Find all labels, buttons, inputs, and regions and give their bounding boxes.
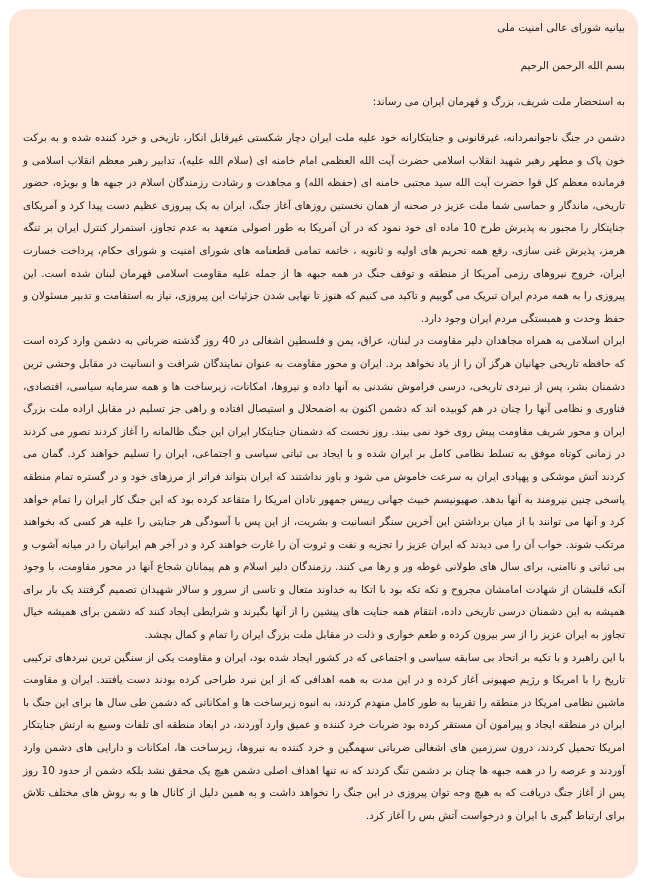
- statement-paragraph-1: دشمن در جنگ ناجوانمردانه، غیرقانونی و جنایتکارانه خود علیه ملت ایران دچار شکستی غیرقابل انکار، تاریخی و خرد کننده شده و به برکت خون پاک و مطهر رهبر شهید انقلاب اسلامی حضرت آیت الله العظمی امام خامنه ای (سلام الله علیه)، تدابیر رهبر معظم انقلاب اسلامی و فرمانده معظم کل قوا حضرت آیت الله سید مجتبی خامنه ای (حفظه الله) و مجاهدت و رشادت رزمندگان اسلام در جبهه ها و بویژه، حضور تاریخی، ماندگار و حماسی شما ملت عزیز در صحنه از همان نخستین روزهای آغاز جنگ، ایران به یک پیروزی عظیم دست پیدا کرد و آمریکای جنایتکار را مجبور به پذیرش طرح 10 ماده ای خود نمود که در آن آمریکا به طور اصولی متعهد به عدم تجاوز، استمرار کنترل ایران بر تنگه هرمز، پذیرش غنی سازی، رفع همه تحریم های اولیه و ثانویه ، خاتمه تمامی قطعنامه های شورای امنیت و شورای حکام، پرداخت خسارت ایران، خروج نیروهای رزمی آمریکا از منطقه و توقف جنگ در همه جبهه ها از جمله علیه مقاومت اسلامی قهرمان لبنان شده است. این پیروزی را به همه مردم ایران تبریک می گوییم و تاکید می کنیم که هنوز تا نهایی شدن جزئیات این پیروزی، نیاز به استقامت و تدبیر مسئولان و حفظ وحدت و همبستگی مردم ایران وجود دارد.: [23, 132, 625, 325]
- statement-paragraph-3: با این راهبرد و با تکیه بر اتحاد بی سابقه سیاسی و اجتماعی که در کشور ایجاد شده بود، ایران و مقاومت یکی از سنگین ترین نبردهای ترکیبی تاریخ را با امریکا و رژیم صهیونی آغاز کرده و در این مدت به همه اهدافی که از این نبرد طراحی کرده بودند دست یافتند. ایران و مقاومت ماشین نظامی امریکا در منطقه را تقریبا به طور کامل منهدم کردند، به انبوه زیرساخت ها و امکاناتی که دشمن طی سال ها برای این جنگ با ایران در منطقه ایجاد و پیرامون آن مستقر کرده بود ضربات خرد کننده و عمیق وارد آوردند، در ابعاد منطقه ای تلفات وسیع به ارتش جنایتکار امریکا تحمیل کردند، درون سرزمین های اشغالی ضرباتی سهمگین و خرد کننده به نیروها، زیرساخت ها، امکانات و دارایی های دشمن وارد آوردند و عرصه را در همه جبهه ها چنان بر دشمن تنگ کردند که نه تنها اهداف اصلی دشمن هیچ یک محقق نشد بلکه دشمن از حدود 10 روز پس از آغاز جنگ دریافت که به هیچ وجه توان پیروزی در این جنگ را نخواهد داشت و به همین دلیل از کانال ها و به روش های مختلف تلاش برای ارتباط گیری با ایران و درخواست آتش بس را آغاز کرد.: [23, 651, 625, 822]
- statement-title: بیانیه شورای عالی امنیت ملی: [497, 22, 625, 34]
- salutation-line: به استحضار ملت شریف، بزرگ و قهرمان ایران می رساند:: [372, 96, 625, 108]
- bismillah-line: بسم الله الرحمن الرحیم: [520, 60, 625, 72]
- statement-paragraph-2: ایران اسلامی به همراه مجاهدان دلیر مقاومت در لبنان، عراق، یمن و فلسطین اشغالی در 40 روز گذشته ضرباتی به دشمن وارد کرده است که حافظه تاریخی جهانیان هرگز آن را از یاد نخواهد برد. ایران و محور مقاومت به عنوان نمایندگان شرافت و انسانیت در مقابل وحشی ترین دشمنان بشر، پس از نبردی تاریخی، درسی فراموش نشدنی به آنها داده و نیروها، امکانات، زیرساخت ها و همه سرمایه سیاسی، اقتصادی، فناوری و نظامی آنها را چنان در هم کوبیده اند که دشمن اکنون به اضمحلال و استیصال افتاده و راهی جز تسلیم در مقابل اراده ملت بزرگ ایران و محور شریف مقاومت پیش روی خود نمی بیند. روز نخست که دشمنان جنایتکار ایران این جنگ ظالمانه را آغاز کردند تصور می کردند در زمانی کوتاه موفق به تسلط نظامی کامل بر ایران شده و با ایجاد بی ثباتی سیاسی و اجتماعی، ایران را تسلیم خواهند کرد. گمان می کردند آتش موشکی و پهپادی ایران به سرعت خاموش می شود و باور نداشتند که ایران بتواند فراتر از مرزهای خود و در گستره تمام منطقه پاسخی چنین نیرومند به آنها بدهد. صهیونیسم خبیث جهانی رییس جمهور نادان امریکا را متقاعد کرده بود که این جنگ کار ایران را تمام خواهد کرد و آنها می توانند با از میان برداشتن این آخرین سنگر انسانیت و بشریت، از این پس با آسودگی هر جنایتی را علیه هر کسی که بخواهند مرتکب شوند. خواب آن را می دیدند که ایران عزیز را تجزیه و نفت و ثروت آن را غارت خواهند کرد و در آخر هم ایرانیان را در میانه آشوب و بی ثباتی و ناامنی، برای سال های طولانی غوطه ور و رها می کنند. رزمندگان دلیر اسلام و هم پیمانان شجاع آنها در محور مقاومت، با وجود آنکه قلبشان از شهادت امامشان مجروح و تکه تکه بود با اتکا به خداوند متعال و تاسی از سرور و سالار شهیدان تصمیم گرفتند یک بار برای همیشه به این دشمنان درسی تاریخی داده، انتقام همه جنایت های پیشین را از آنها بگیرند و شرایطی ایجاد کنند که دشمن برای همیشه خیال تجاوز به ایران عزیز را از سر بیرون کرده و طعم خواری و ذلت در مقابل ملت بزرگ ایران را تمام و کمال بچشد.: [23, 335, 625, 642]
- statement-card: [9, 9, 638, 878]
